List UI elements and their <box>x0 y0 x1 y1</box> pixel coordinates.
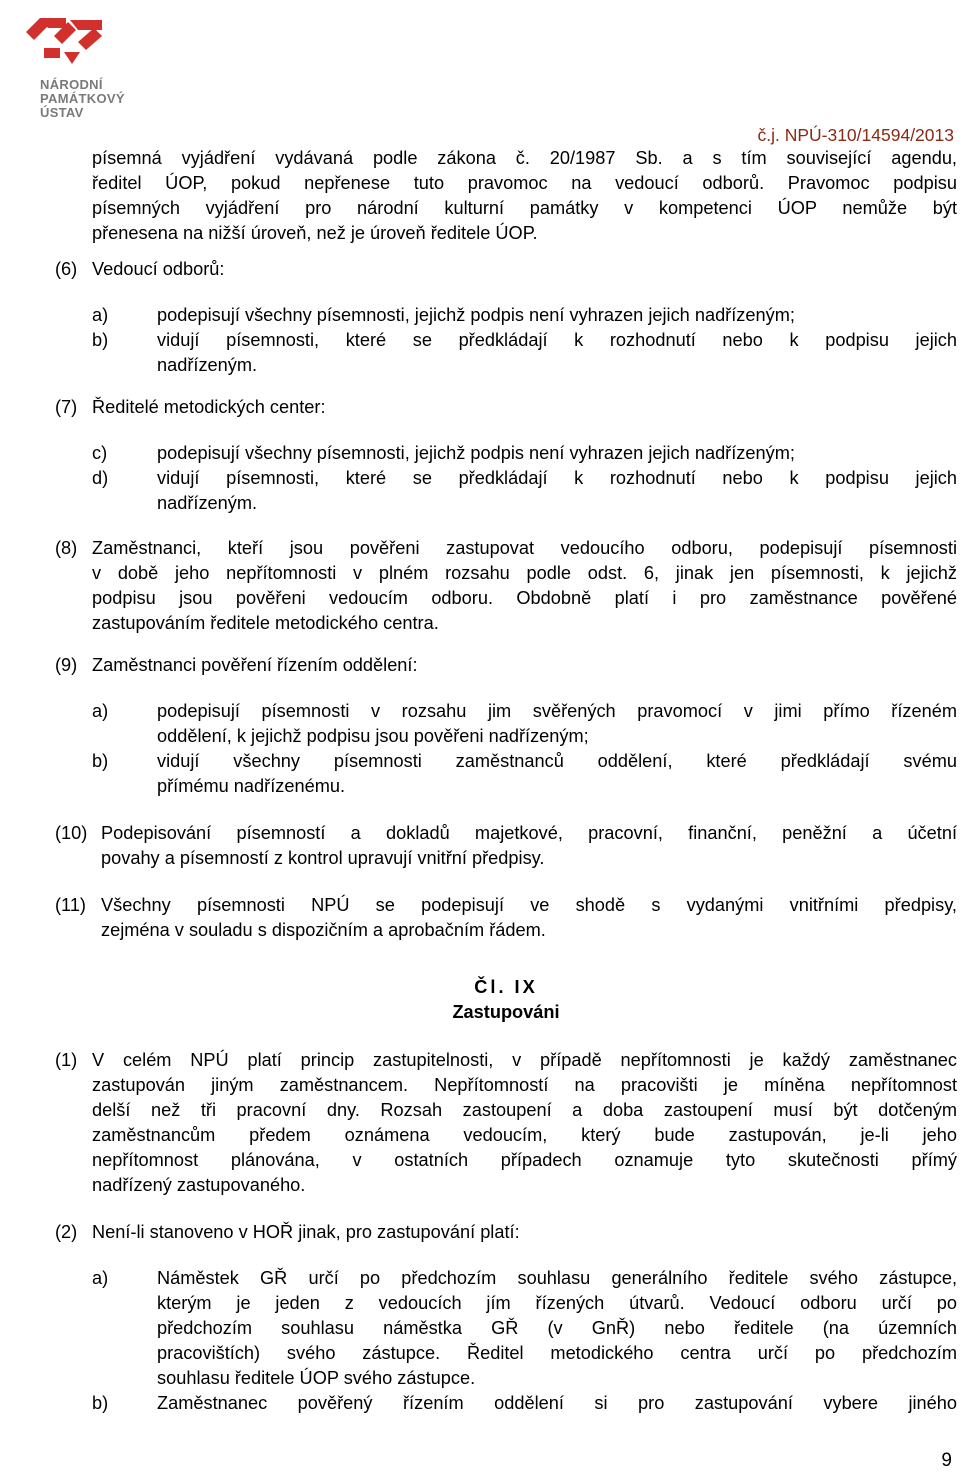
list-item: b) vidují všechny písemnosti zaměstnanců oddělení, které předkládají svému přímému nadřízenému. <box>92 751 957 796</box>
paragraph-text: Vedoucí odborů: <box>92 259 225 279</box>
list-7 <box>55 441 957 516</box>
paragraph-10 <box>55 821 957 871</box>
logo-wordmark: NÁRODNÍ PAMÁTKOVÝ ÚSTAV <box>40 77 125 120</box>
paragraph-number: (10) <box>55 823 88 843</box>
paragraph-text: Zaměstnanci pověření řízením oddělení: <box>92 655 418 675</box>
list-item: b) Zaměstnanec pověřený řízením oddělení si pro zastupování vybere jiného <box>92 1393 957 1413</box>
paragraph-number: (8) <box>55 538 78 558</box>
paragraph-number: (7) <box>55 397 78 417</box>
article-title: Zastupováni <box>452 1002 560 1022</box>
list-item: c) podepisují všechny písemnosti, jejichž podpis není vyhrazen jejich nadřízeným; <box>92 443 795 463</box>
list-item: a) podepisují všechny písemnosti, jejichž podpis není vyhrazen jejich nadřízeným; <box>92 305 795 325</box>
paragraph-text: Podepisování písemností a dokladů majetkové, pracovní, finanční, peněžní a účetní povahy a písemností z kontrol upravují vnitřní předpisy. <box>101 823 957 868</box>
paragraph-text: Není-li stanoveno v HOŘ jinak, pro zastupování platí: <box>92 1222 520 1242</box>
paragraph-number: (9) <box>55 655 78 675</box>
article-heading <box>55 975 957 1025</box>
list-6 <box>55 303 957 378</box>
paragraph-8 <box>55 536 957 636</box>
paragraph-7 <box>55 395 957 420</box>
article-number: Čl. IX <box>474 977 538 997</box>
paragraph-6 <box>55 257 957 282</box>
paragraph-text: V celém NPÚ platí princip zastupitelnosti, v případě nepřítomnosti je každý zaměstnanec zastupován jiným zaměstnancem. Nepřítomností na pracovišti je míněna nepřítomnost delší než tři pracovní dny. Rozsah zastoupení a doba zastoupení musí být dotčeným zaměstnancům předem oznámena vedoucím, který bude zastupován, je-li jeho nepřítomnost plánována, v ostatních případech oznamuje tyto skutečnosti přímý nadřízený zastupovaného. <box>92 1050 957 1195</box>
paragraph-11 <box>55 893 957 943</box>
document-body <box>55 146 957 1416</box>
logo-mark-icon <box>14 18 109 80</box>
page-number: 9 <box>941 1450 952 1471</box>
paragraph-9 <box>55 653 957 678</box>
paragraph-text: Všechny písemnosti NPÚ se podepisují ve shodě s vydanými vnitřními předpisy, zejména v souladu s dispozičním a aprobačním řádem. <box>101 895 957 940</box>
list-item: a) Náměstek GŘ určí po předchozím souhlasu generálního ředitele svého zástupce, kterým je jeden z vedoucích jím řízených útvarů. Vedoucí odboru určí po předchozím souhlasu náměstka GŘ (v GnŘ) nebo ředitele (na územních pracovištích) svého zástupce. Ředitel metodického centra určí po předchozím souhlasu ředitele ÚOP svého zástupce. <box>92 1268 957 1388</box>
paragraph-1 <box>55 1048 957 1198</box>
paragraph-text: Ředitelé metodických center: <box>92 397 326 417</box>
list-item: b) vidují písemnosti, které se předkládají k rozhodnutí nebo k podpisu jejich nadřízeným. <box>92 330 957 375</box>
list-item: d) vidují písemnosti, které se předkládají k rozhodnutí nebo k podpisu jejich nadřízeným. <box>92 468 957 513</box>
reference-number: č.j. NPÚ-310/14594/2013 <box>757 125 954 145</box>
intro-paragraph: písemná vyjádření vydávaná podle zákona č. 20/1987 Sb. a s tím související agendu, ředitel ÚOP, pokud nepřenese tuto pravomoc na vedoucí odborů. Pravomoc podpisu písemných vyjádření pro národní kulturní památky v kompetenci ÚOP nemůže být přenesena na nižší úroveň, než je úroveň ředitele ÚOP. <box>92 148 957 243</box>
paragraph-number: (2) <box>55 1222 78 1242</box>
paragraph-number: (1) <box>55 1050 78 1070</box>
paragraph-number: (6) <box>55 259 78 279</box>
paragraph-number: (11) <box>55 895 86 915</box>
paragraph-text: Zaměstnanci, kteří jsou pověřeni zastupovat vedoucího odboru, podepisují písemnosti v době jeho nepřítomnosti v plném rozsahu podle odst. 6, jinak jen písemnosti, k jejichž podpisu jsou pověřeni vedoucím odboru. Obdobně platí i pro zaměstnance pověřené zastupováním ředitele metodického centra. <box>92 538 957 633</box>
list-2 <box>55 1266 957 1416</box>
list-9 <box>55 699 957 799</box>
list-item: a) podepisují písemnosti v rozsahu jim svěřených pravomocí v jimi přímo řízeném oddělení, k jejichž podpisu jsou pověřeni nadřízeným; <box>92 701 957 746</box>
paragraph-2 <box>55 1220 957 1245</box>
